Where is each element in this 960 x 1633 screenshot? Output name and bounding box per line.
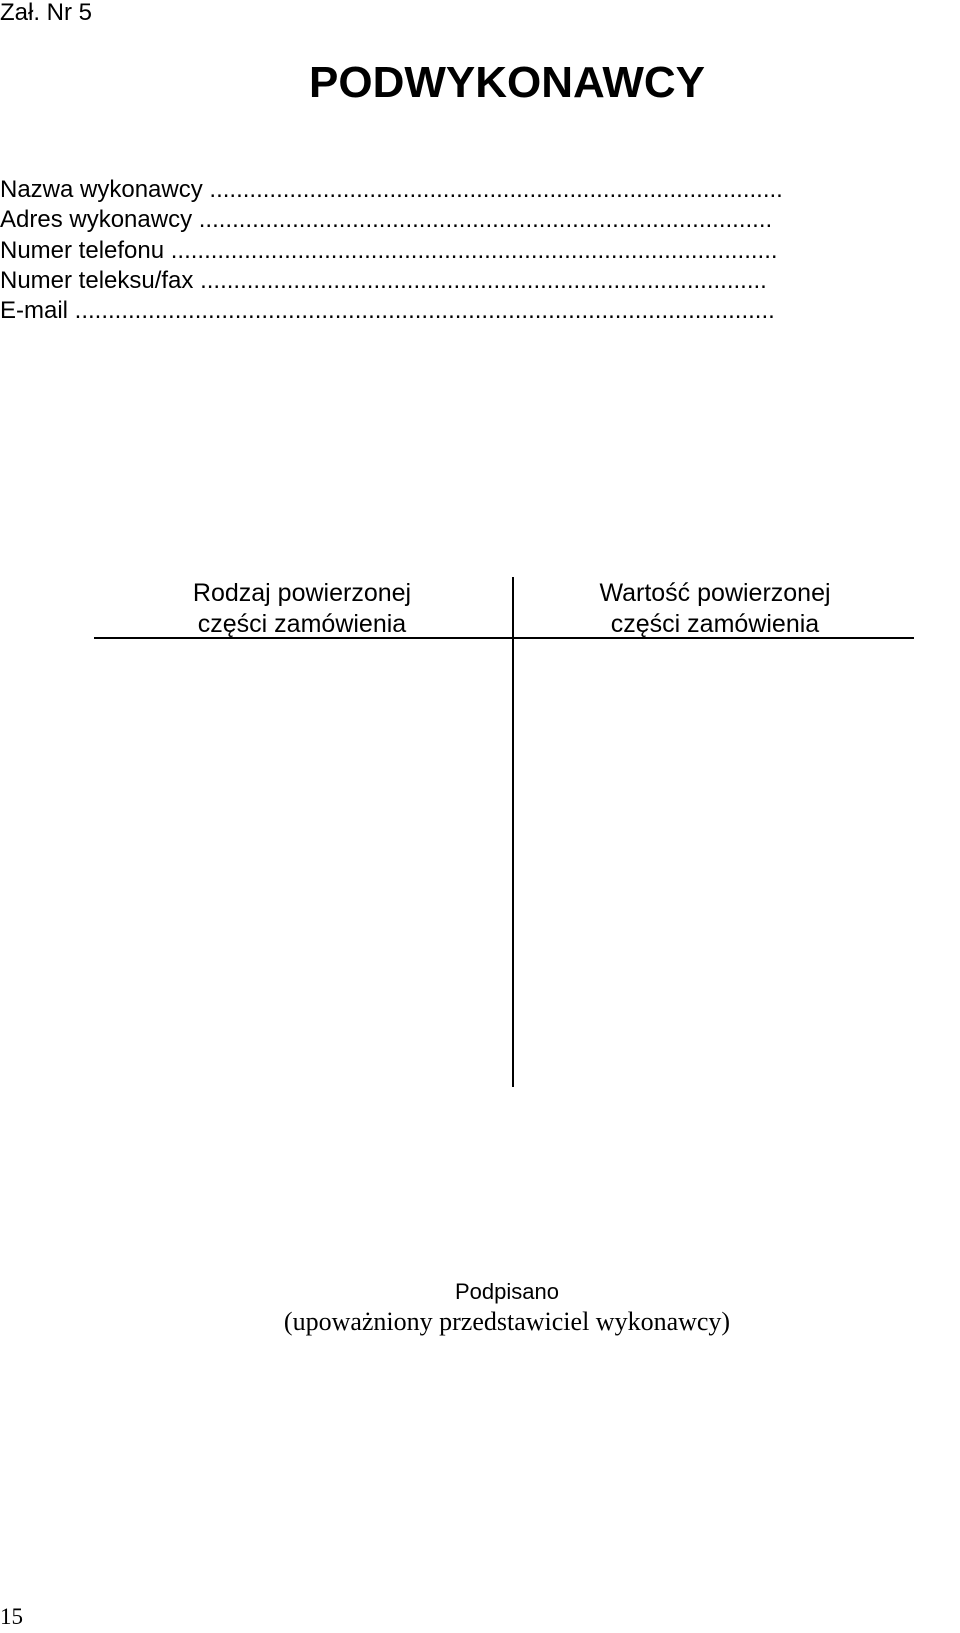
page-title: PODWYKONAWCY [309, 58, 705, 107]
contractor-address-field: Adres wykonawcy ...................................................................................... [0, 206, 773, 233]
signature-label: Podpisano [455, 1279, 559, 1304]
phone-number-field: Numer telefonu ........................................................................................... [0, 237, 778, 264]
email-field: E-mail ......................................................................................................... [0, 297, 775, 324]
table-header-rule-left [94, 637, 514, 639]
attachment-label: Zał. Nr 5 [0, 0, 93, 26]
column-header-value-line2: części zamówienia [610, 610, 820, 638]
column-header-scope [94, 578, 510, 640]
page-number: 15 [0, 1604, 23, 1629]
signature-role: (upoważniony przedstawiciel wykonawcy) [283, 1307, 731, 1336]
column-header-scope-line2: części zamówienia [197, 610, 407, 638]
column-header-scope-line1: Rodzaj powierzonej [192, 579, 412, 607]
column-header-value-line1: Wartość powierzonej [599, 579, 831, 607]
table-column-divider [512, 577, 514, 1087]
contractor-name-field: Nazwa wykonawcy ...................................................................................... [0, 176, 783, 203]
telex-fax-field: Numer teleksu/fax ..................................................................................... [0, 267, 767, 294]
column-header-value [514, 578, 916, 640]
table-header-rule-right [514, 637, 914, 639]
